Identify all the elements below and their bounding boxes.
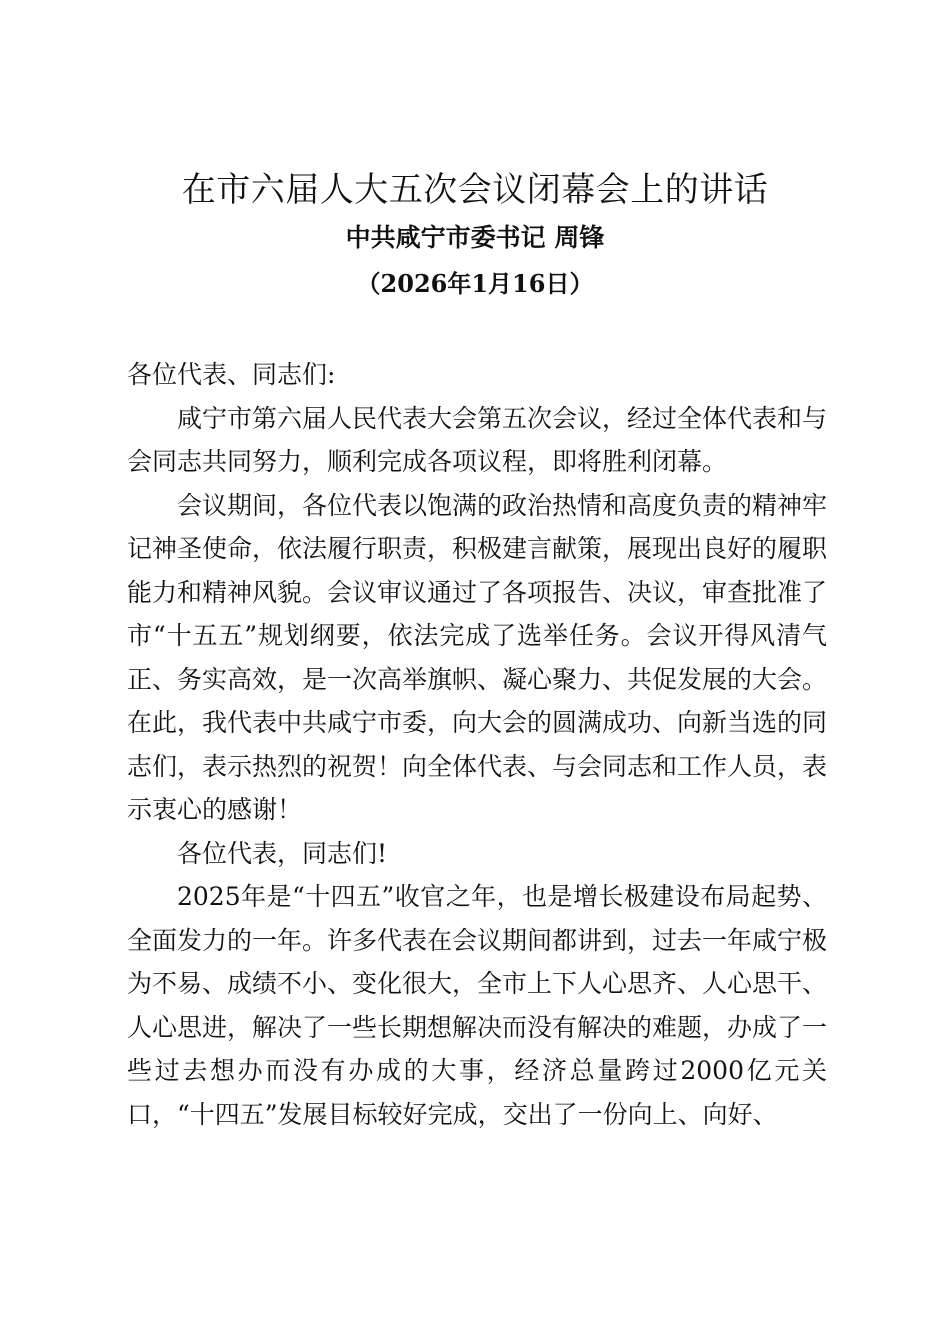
paragraph: 咸宁市第六届人民代表大会第五次会议，经过全体代表和与会同志共同努力，顺利完成各项议程，即将胜利闭幕。 bbox=[127, 403, 828, 476]
paragraph: 2025年是“十四五”收官之年，也是增长极建设布局起势、全面发力的一年。许多代表在会议期间都讲到，过去一年咸宁极为不易、成绩不小、变化很大，全市上下人心思齐、人心思干、人心思进，解决了一些长期想解决而没有解决的难题，办成了一些过去想办而没有办成的大事，经济总量跨过2000亿元关口，“十四五”发展目标较好完成，交出了一份向上、向好、 bbox=[127, 882, 828, 1129]
document-body bbox=[127, 353, 827, 1136]
paragraph: 会议期间，各位代表以饱满的政治热情和高度负责的精神牢记神圣使命，依法履行职责，积极建言献策，展现出良好的履职能力和精神风貌。会议审议通过了各项报告、决议，审查批准了市“十五五”规划纲要，依法完成了选举任务。会议开得风清气正、务实高效，是一次高举旗帜、凝心聚力、共促发展的大会。在此，我代表中共咸宁市委，向大会的圆满成功、向新当选的同志们，表示热烈的祝贺！向全体代表、与会同志和工作人员，表示衷心的感谢！ bbox=[127, 490, 828, 824]
salutation: 各位代表、同志们: bbox=[127, 360, 336, 389]
document-date: （2026年1月16日） bbox=[356, 269, 594, 298]
document-author: 中共咸宁市委书记 周锋 bbox=[345, 223, 605, 252]
document-title: 在市六届人大五次会议闭幕会上的讲话 bbox=[181, 170, 769, 210]
paragraph: 各位代表，同志们! bbox=[177, 838, 388, 868]
